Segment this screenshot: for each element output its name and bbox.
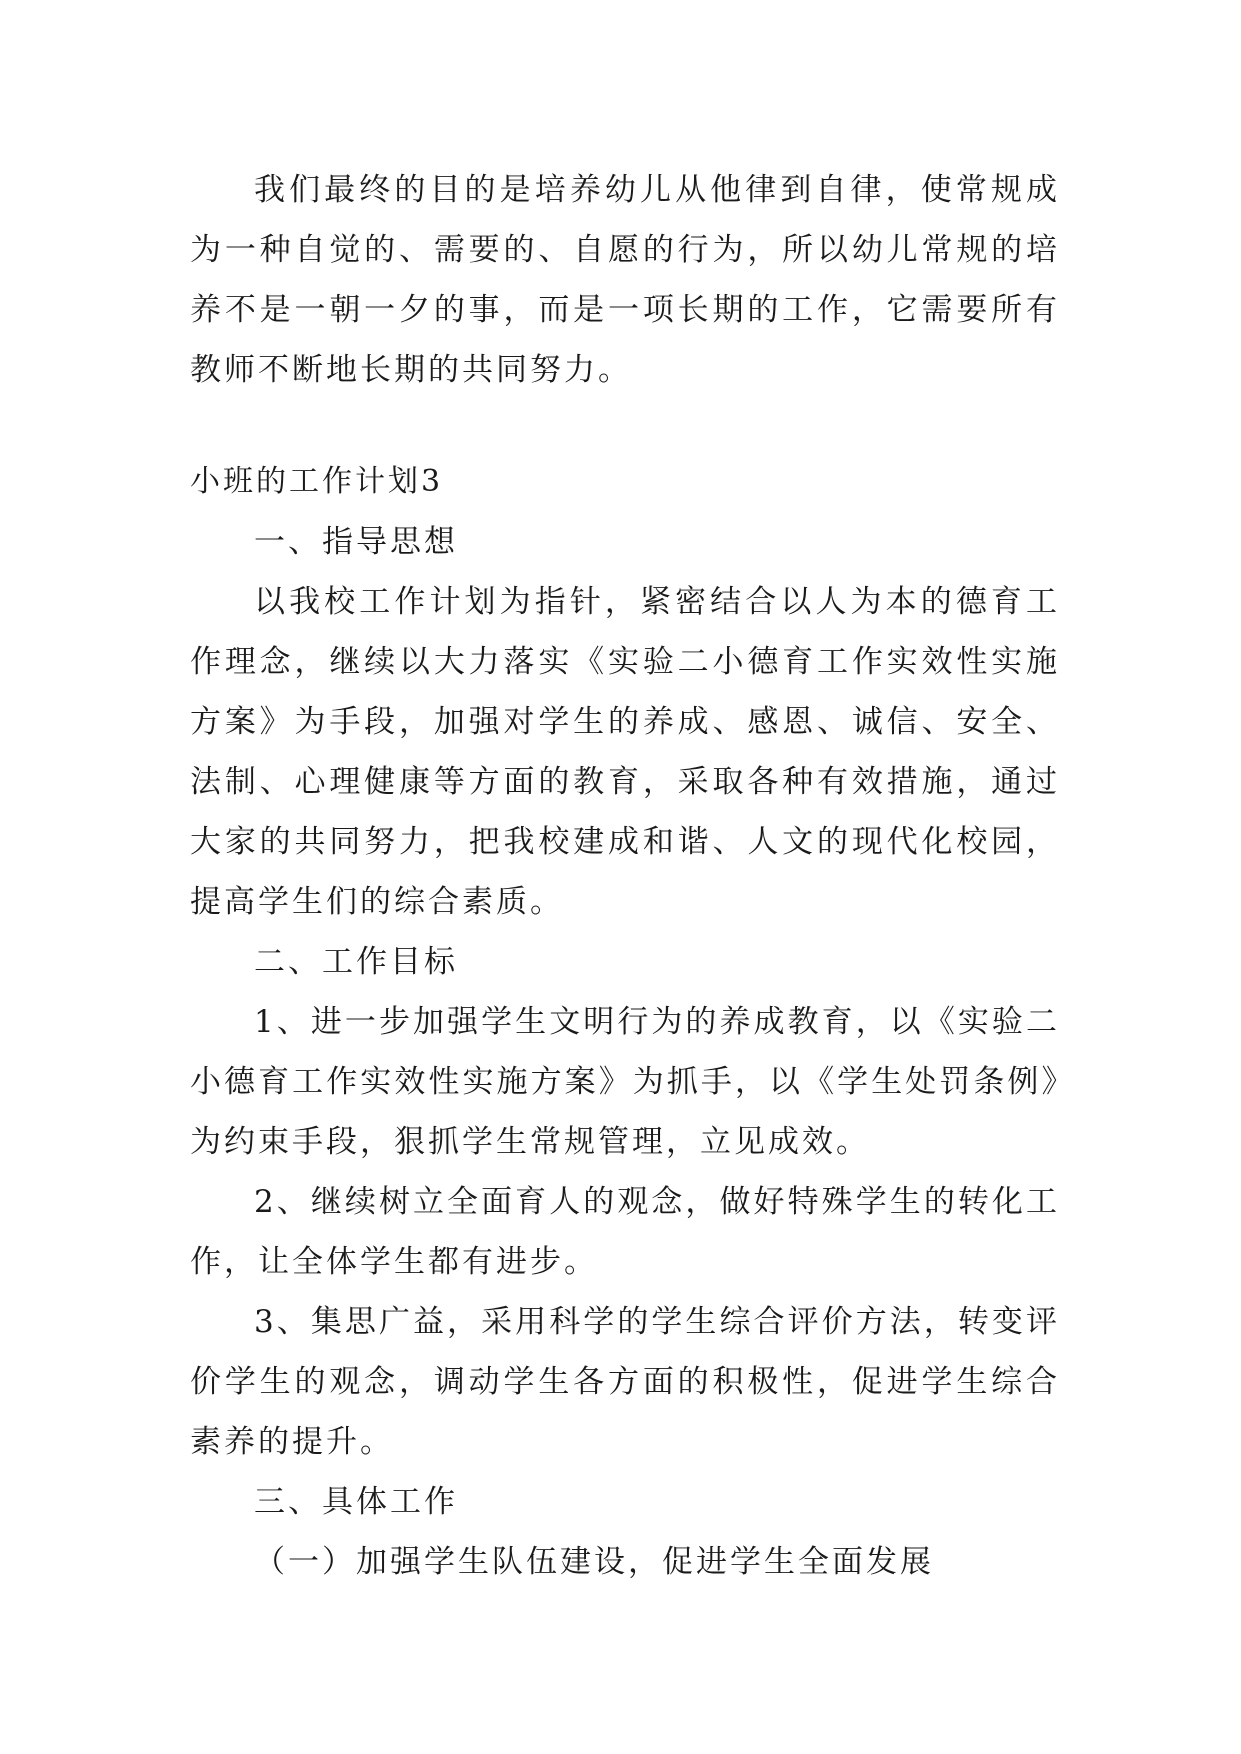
document-page: [190, 160, 1060, 1592]
heading-work-goals: 二、工作目标: [254, 944, 458, 980]
section-title: 小班的工作计划3: [190, 464, 444, 499]
goal-item-1: 1、进一步加强学生文明行为的养成教育，以《实验二小德育工作实效性实施方案》为抓手，以《学生处罚条例》为约束手段，狠抓学生常规管理，立见成效。: [190, 1004, 1060, 1160]
intro-paragraph: 我们最终的目的是培养幼儿从他律到自律，使常规成为一种自觉的、需要的、自愿的行为，所以幼儿常规的培养不是一朝一夕的事，而是一项长期的工作，它需要所有教师不断地长期的共同努力。: [190, 172, 1060, 388]
goal-item-3: 3、集思广益，采用科学的学生综合评价方法，转变评价学生的观念，调动学生各方面的积极性，促进学生综合素养的提升。: [190, 1304, 1060, 1460]
heading-guiding-ideology: 一、指导思想: [254, 524, 458, 560]
subheading-student-team: （一）加强学生队伍建设，促进学生全面发展: [254, 1544, 934, 1580]
heading-specific-work: 三、具体工作: [254, 1484, 458, 1520]
paragraph-guiding-ideology: 以我校工作计划为指针，紧密结合以人为本的德育工作理念，继续以大力落实《实验二小德育工作实效性实施方案》为手段，加强对学生的养成、感恩、诚信、安全、法制、心理健康等方面的教育，采取各种有效措施，通过大家的共同努力，把我校建成和谐、人文的现代化校园，提高学生们的综合素质。: [190, 584, 1060, 920]
goal-item-2: 2、继续树立全面育人的观念，做好特殊学生的转化工作，让全体学生都有进步。: [190, 1184, 1060, 1280]
